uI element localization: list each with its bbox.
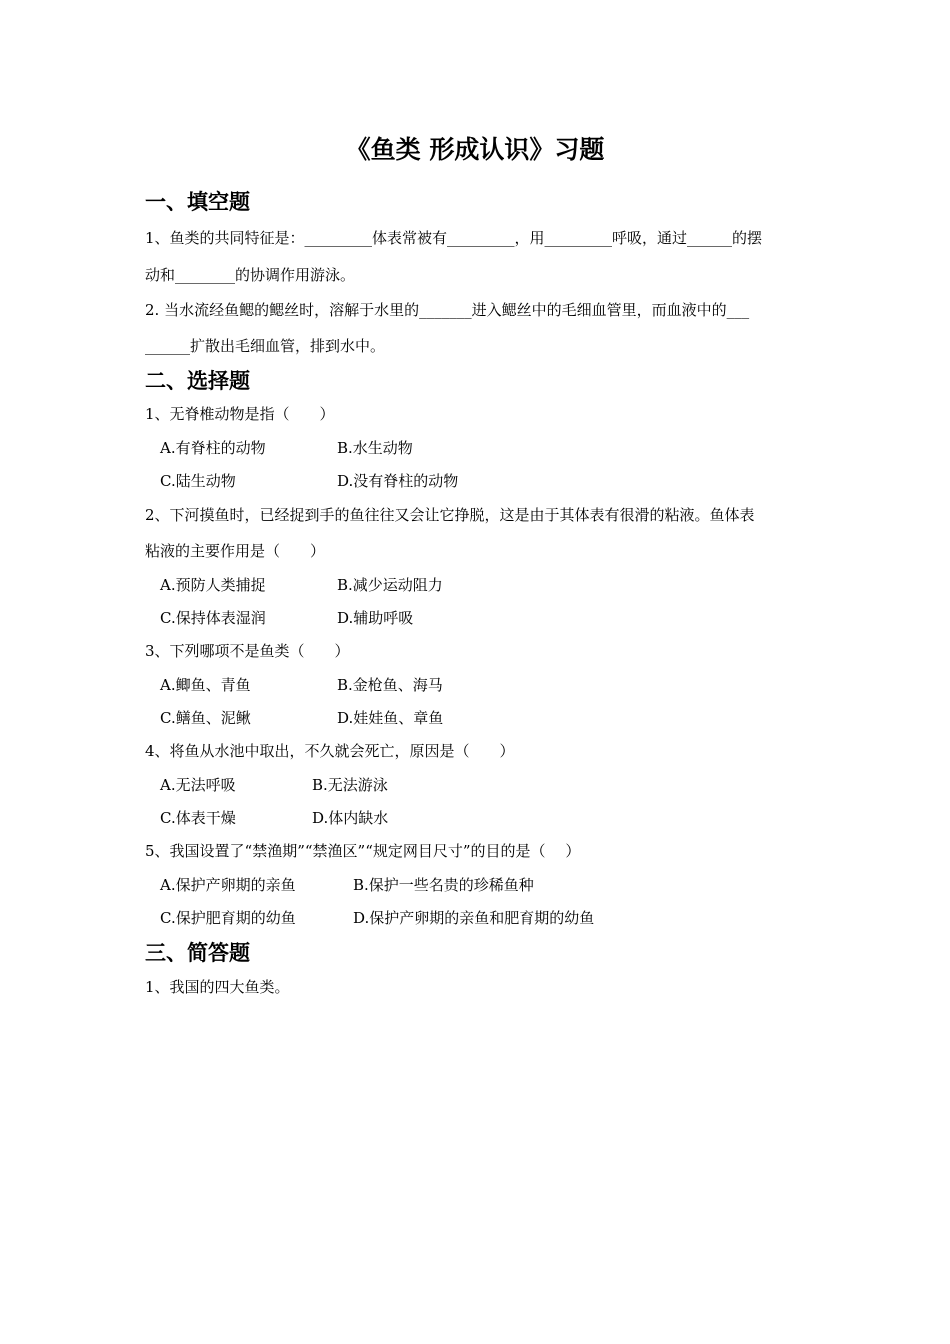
fill-question-2-line-1: 2. 当水流经鱼鳃的鳃丝时，溶解于水里的_______进入鳃丝中的毛细血管里，而血液中的___ bbox=[145, 301, 750, 319]
choice-question-2-option-a: A.预防人类捕捉 bbox=[160, 576, 266, 594]
choice-question-4-stem: 4、将鱼从水池中取出，不久就会死亡，原因是（ ） bbox=[145, 742, 515, 760]
short-answer-question-1: 1、我国的四大鱼类。 bbox=[145, 978, 290, 996]
choice-question-4-option-c: C.体表干燥 bbox=[160, 809, 236, 827]
fill-question-2-line-2: ______扩散出毛细血管，排到水中。 bbox=[145, 337, 386, 355]
choice-question-2-option-b: B.减少运动阻力 bbox=[337, 576, 443, 594]
choice-question-4-option-a: A.无法呼吸 bbox=[160, 776, 236, 794]
choice-question-1-stem: 1、无脊椎动物是指（ ） bbox=[145, 405, 335, 423]
section-heading-short-answer: 三、简答题 bbox=[145, 941, 250, 965]
choice-question-4-option-b: B.无法游泳 bbox=[312, 776, 388, 794]
choice-question-2-stem-line-2: 粘液的主要作用是（ ） bbox=[145, 542, 326, 560]
choice-question-5-option-d: D.保护产卵期的亲鱼和肥育期的幼鱼 bbox=[353, 909, 595, 927]
choice-question-1-option-a: A.有脊柱的动物 bbox=[160, 439, 266, 457]
document-title: 《鱼类 形成认识》习题 bbox=[345, 135, 605, 164]
section-heading-choice: 二、选择题 bbox=[145, 369, 250, 393]
choice-question-2-option-c: C.保持体表湿润 bbox=[160, 609, 266, 627]
choice-question-1-option-b: B.水生动物 bbox=[337, 439, 413, 457]
choice-question-1-option-d: D.没有脊柱的动物 bbox=[337, 472, 459, 490]
section-heading-fill: 一、填空题 bbox=[145, 190, 250, 214]
choice-question-3-option-c: C.鳝鱼、泥鳅 bbox=[160, 709, 251, 727]
choice-question-3-option-d: D.娃娃鱼、章鱼 bbox=[337, 709, 444, 727]
choice-question-2-stem-line-1: 2、下河摸鱼时，已经捉到手的鱼往往又会让它挣脱，这是由于其体表有很滑的粘液。鱼体表 bbox=[145, 506, 755, 524]
choice-question-2-option-d: D.辅助呼吸 bbox=[337, 609, 414, 627]
choice-question-3-option-a: A.鲫鱼、青鱼 bbox=[160, 676, 251, 694]
choice-question-1-option-c: C.陆生动物 bbox=[160, 472, 236, 490]
choice-question-5-option-c: C.保护肥育期的幼鱼 bbox=[160, 909, 296, 927]
choice-question-3-stem: 3、下列哪项不是鱼类（ ） bbox=[145, 642, 350, 660]
fill-question-1-line-2: 动和________的协调作用游泳。 bbox=[145, 266, 356, 284]
choice-question-3-option-b: B.金枪鱼、海马 bbox=[337, 676, 443, 694]
choice-question-5-option-b: B.保护一些名贵的珍稀鱼种 bbox=[353, 876, 534, 894]
choice-question-5-stem: 5、我国设置了“禁渔期”“禁渔区”“规定网目尺寸”的目的是（ ） bbox=[145, 842, 581, 860]
fill-question-1-line-1: 1、鱼类的共同特征是：_________体表常被有_________，用_________呼吸，通过______的摆 bbox=[145, 229, 763, 247]
choice-question-5-option-a: A.保护产卵期的亲鱼 bbox=[160, 876, 296, 894]
choice-question-4-option-d: D.体内缺水 bbox=[312, 809, 389, 827]
